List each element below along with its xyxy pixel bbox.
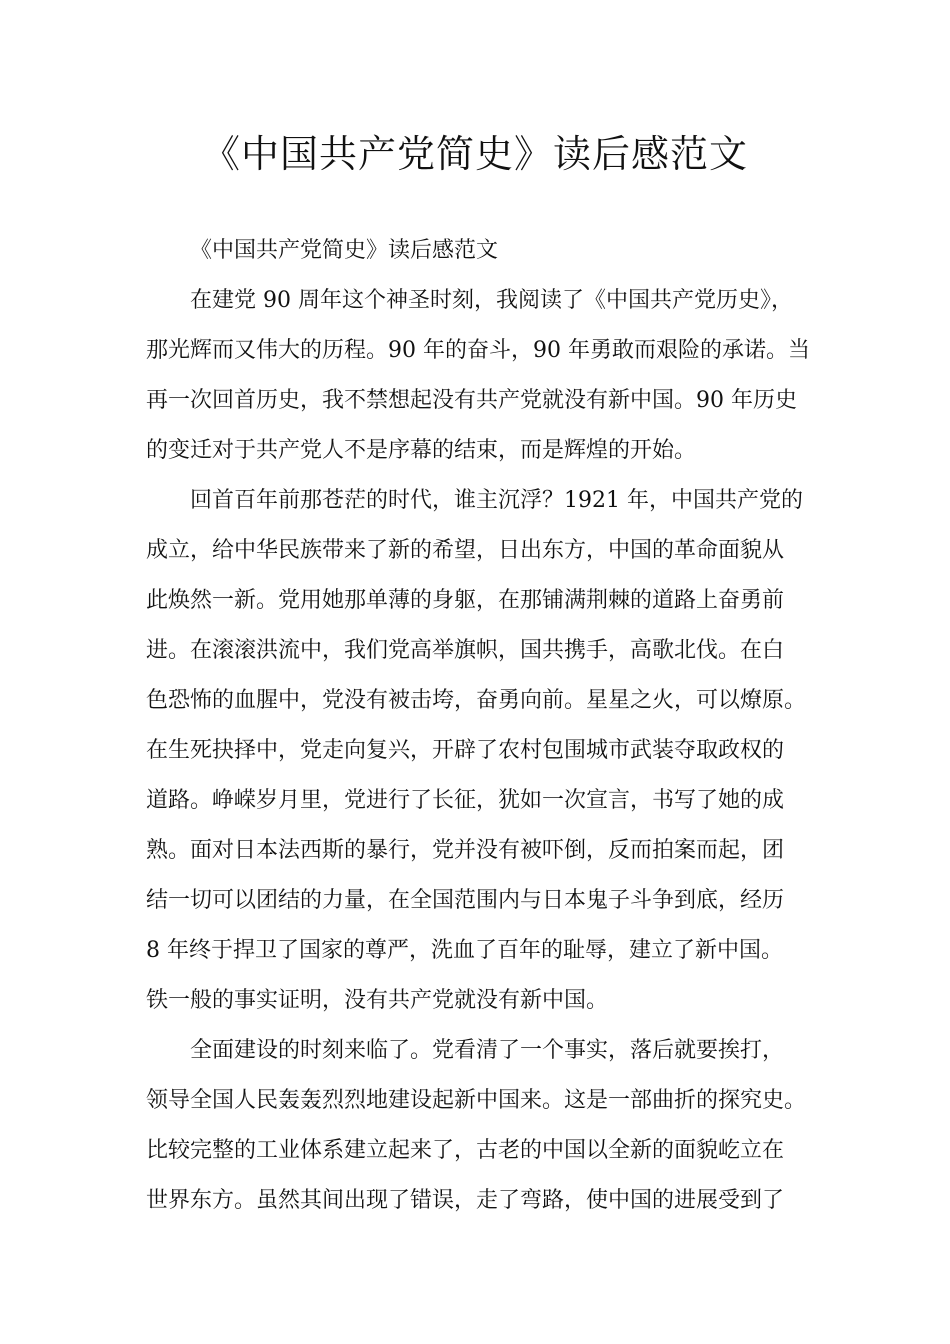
text-line: 熟。面对日本法西斯的暴行，党并没有被吓倒，反而拍案而起，团 <box>146 838 785 863</box>
text-line: 在建党 90 周年这个神圣时刻，我阅读了《中国共产党历史》， <box>190 288 793 313</box>
document-title: 《中国共产党简史》读后感范文 <box>201 132 748 176</box>
text-line: 道路。峥嵘岁月里，党进行了长征，犹如一次宣言，书写了她的成 <box>146 788 785 813</box>
text-line: 世界东方。虽然其间出现了错误，走了弯路，使中国的进展受到了 <box>146 1188 785 1213</box>
paragraph <box>146 276 822 476</box>
text-line: 此焕然一新。党用她那单薄的身躯，在那铺满荆棘的道路上奋勇前 <box>146 588 785 613</box>
text-line: 全面建设的时刻来临了。党看清了一个事实，落后就要挨打， <box>190 1038 785 1063</box>
text-line: 铁一般的事实证明，没有共产党就没有新中国。 <box>146 988 609 1013</box>
text-line: 再一次回首历史，我不禁想起没有共产党就没有新中国。90 年历史 <box>146 388 797 413</box>
text-line: 回首百年前那苍茫的时代，谁主沉浮？1921 年，中国共产党的 <box>190 488 803 513</box>
paragraph <box>146 476 822 1026</box>
paragraph <box>146 1026 822 1226</box>
text-line: 结一切可以团结的力量，在全国范围内与日本鬼子斗争到底，经历 <box>146 888 785 913</box>
document-body <box>146 226 822 1226</box>
text-line: 比较完整的工业体系建立起来了，古老的中国以全新的面貌屹立在 <box>146 1138 785 1163</box>
text-line: 进。在滚滚洪流中，我们党高举旗帜，国共携手，高歌北伐。在白 <box>146 638 785 663</box>
text-line: 领导全国人民轰轰烈烈地建设起新中国来。这是一部曲折的探究史。 <box>146 1088 807 1113</box>
text-line: 那光辉而又伟大的历程。90 年的奋斗，90 年勇敢而艰险的承诺。当 <box>146 338 810 363</box>
text-line: 的变迁对于共产党人不是序幕的结束，而是辉煌的开始。 <box>146 438 697 463</box>
text-line: 《中国共产党简史》读后感范文 <box>190 238 499 263</box>
text-line: 在生死抉择中，党走向复兴，开辟了农村包围城市武装夺取政权的 <box>146 738 785 763</box>
paragraph <box>146 226 822 276</box>
text-line: 色恐怖的血腥中，党没有被击垮，奋勇向前。星星之火，可以燎原。 <box>146 688 807 713</box>
text-line: 成立，给中华民族带来了新的希望，日出东方，中国的革命面貌从 <box>146 538 785 563</box>
text-line: 8 年终于捍卫了国家的尊严，洗血了百年的耻辱，建立了新中国。 <box>146 938 783 963</box>
